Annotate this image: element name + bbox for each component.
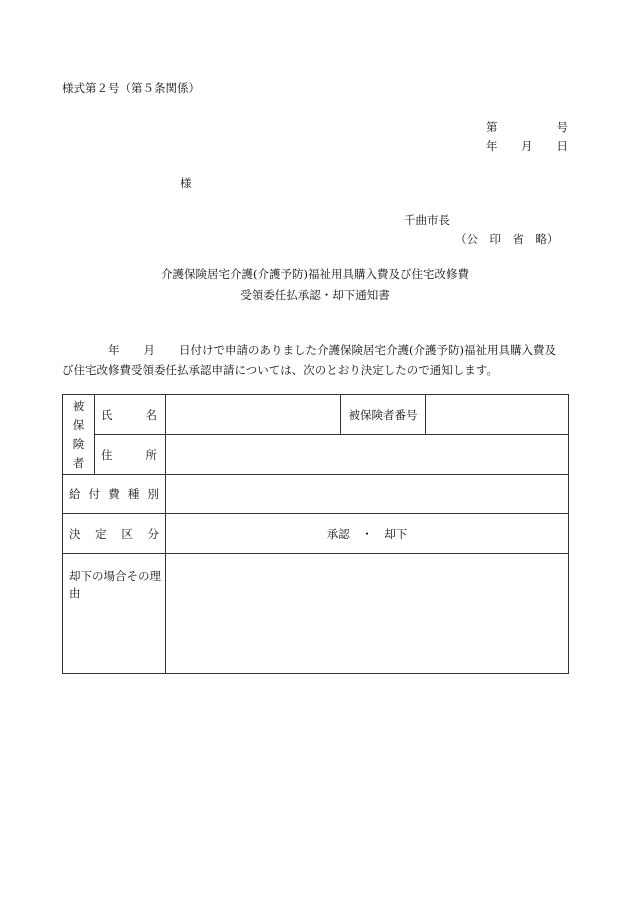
decision-label: 決 定 区 分 <box>63 514 166 554</box>
insured-label: 被 保 険 者 <box>63 395 95 475</box>
rejection-reason-label: 却下の場合その理由 <box>63 554 166 674</box>
document-title-line2: 受領委任払承認・却下通知書 <box>240 288 390 302</box>
body-month: 月 <box>143 343 155 357</box>
seal-note: （公 印 省 略） <box>455 232 559 246</box>
body-line1-text: 日付けで申請のありました介護保険居宅介護(介護予防)福祉用具購入費及 <box>179 343 556 357</box>
insured-number-label: 被保険者番号 <box>341 395 426 435</box>
number-suffix: 号 <box>556 120 568 134</box>
name-value <box>166 395 341 435</box>
insured-number-value <box>426 395 569 435</box>
number-prefix: 第 <box>486 120 498 134</box>
address-value <box>166 435 569 475</box>
benefit-type-value <box>166 475 569 514</box>
date-month: 月 <box>521 139 533 153</box>
document-title-line1: 介護保険居宅介護(介護予防)福祉用具購入費及び住宅改修費 <box>161 267 469 281</box>
decision-table <box>62 394 569 674</box>
date-day: 日 <box>556 139 568 153</box>
decision-value: 承認 ・ 却下 <box>166 514 569 554</box>
addressee-suffix: 様 <box>180 176 192 190</box>
name-label: 氏 名 <box>95 395 166 435</box>
body-year: 年 <box>108 343 120 357</box>
rejection-reason-value <box>166 554 569 674</box>
notice-body <box>62 340 568 380</box>
form-number: 様式第２号（第５条関係） <box>62 81 200 95</box>
date-year: 年 <box>486 139 498 153</box>
address-label: 住 所 <box>95 435 166 475</box>
benefit-type-label: 給 付 費 種 別 <box>63 475 166 514</box>
body-line2-text: び住宅改修費受領委任払承認申請については、次のとおり決定したので通知します。 <box>62 363 498 377</box>
issuer-name: 千曲市長 <box>404 213 450 227</box>
